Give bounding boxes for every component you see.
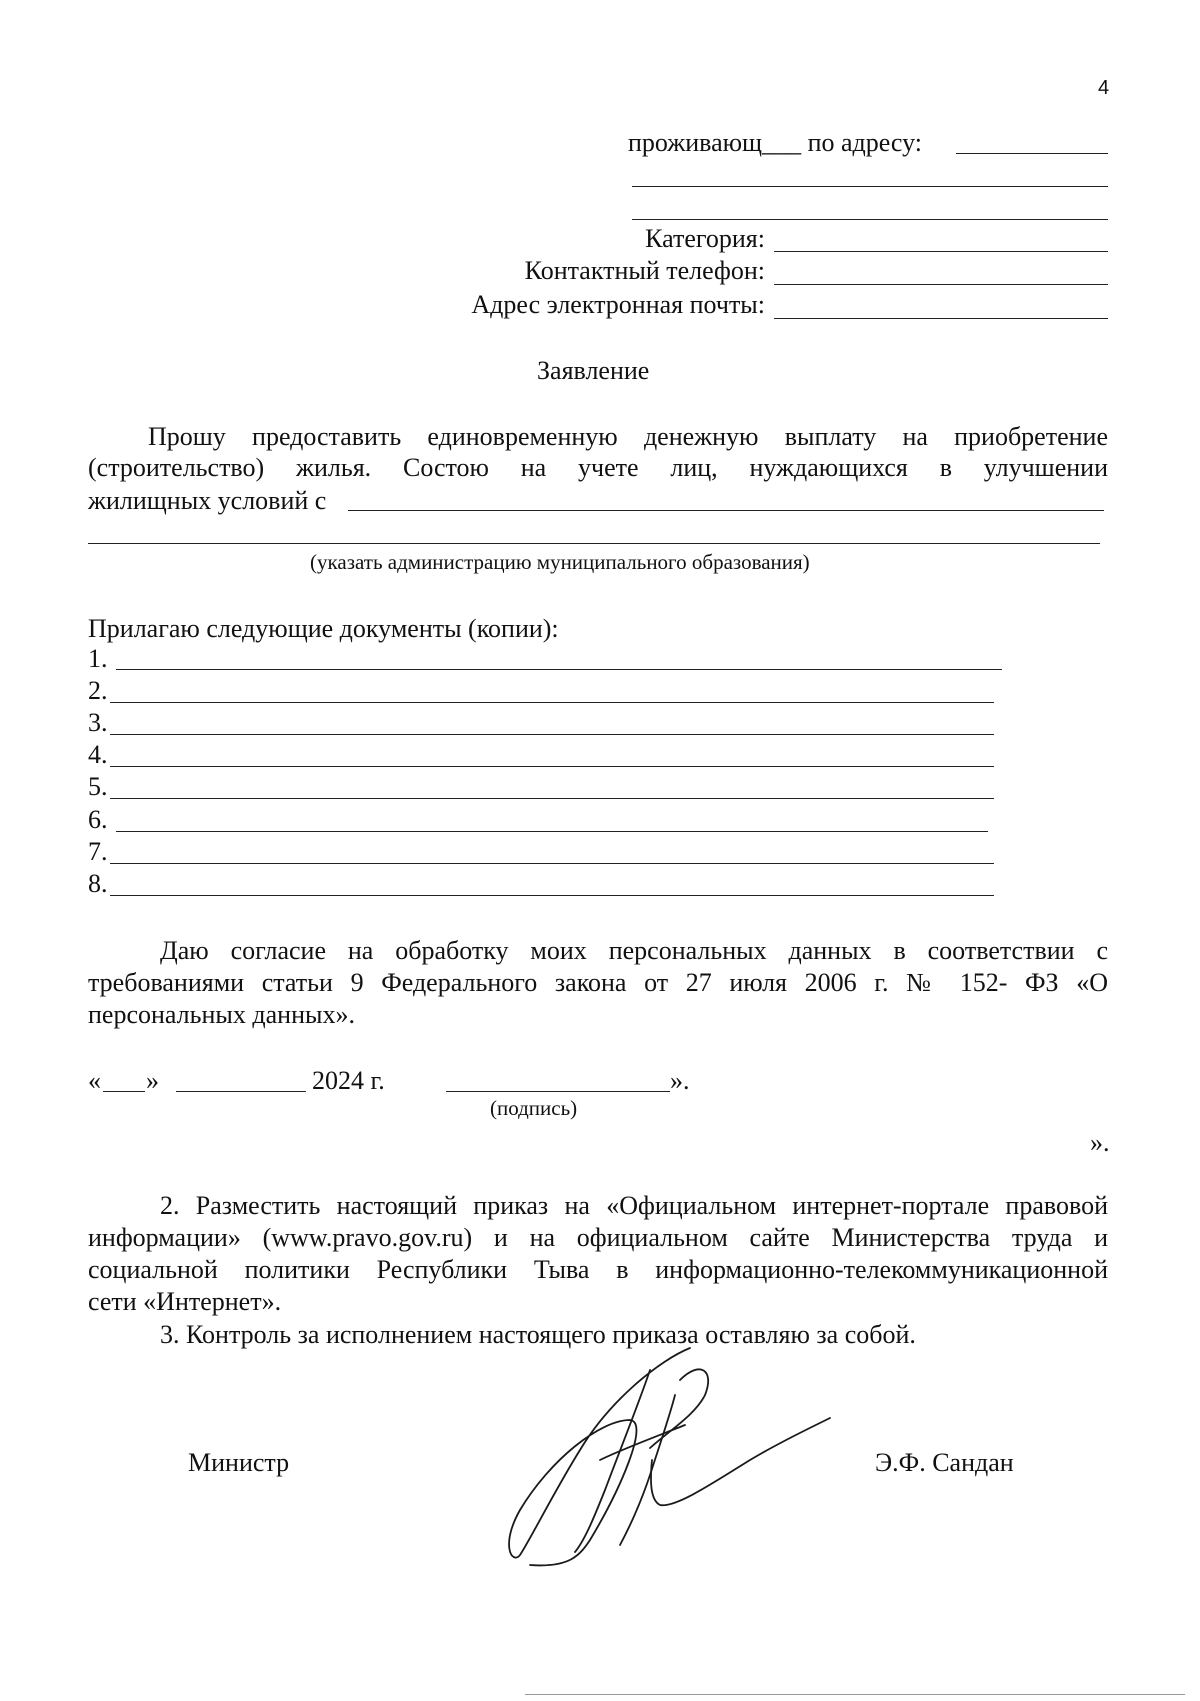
registration-date-field-line[interactable] <box>348 510 1104 511</box>
scan-edge-line <box>525 1694 1185 1695</box>
document-item-number: 6. <box>88 805 108 834</box>
document-item-line[interactable] <box>110 702 994 703</box>
handwritten-signature <box>500 1340 840 1570</box>
form-closing-quote: ». <box>1090 1128 1110 1157</box>
order-item-2-line-2: информации» (www.pravo.gov.ru) и на официальном сайте Министерства труда и <box>88 1223 1108 1252</box>
date-day-field-line[interactable] <box>103 1091 145 1092</box>
document-item-number: 2. <box>88 676 108 705</box>
document-item-number: 1. <box>88 644 108 673</box>
document-item-line[interactable] <box>110 895 994 896</box>
document-item-line[interactable] <box>116 669 1002 670</box>
address-field-line-2[interactable] <box>632 186 1108 187</box>
date-year: 2024 г. <box>312 1066 385 1095</box>
document-item-line[interactable] <box>110 798 994 799</box>
document-item-line[interactable] <box>110 863 994 864</box>
address-field-line-1[interactable] <box>956 153 1108 154</box>
signature-field-line[interactable] <box>446 1091 670 1092</box>
order-item-3: 3. Контроль за исполнением настоящего приказа оставляю за собой. <box>160 1320 916 1349</box>
residing-address-label: проживающ___ по адресу: <box>628 128 923 157</box>
signature-field-end: ». <box>670 1066 690 1095</box>
documents-heading: Прилагаю следующие документы (копии): <box>88 614 559 643</box>
order-item-2-line-1: 2. Разместить настоящий приказ на «Официальном интернет-портале правовой <box>160 1191 1108 1220</box>
signature-caption: (подпись) <box>490 1096 578 1120</box>
email-label: Адрес электронная почты: <box>471 290 765 319</box>
date-day-open-quote: « <box>88 1066 101 1095</box>
document-item-line[interactable] <box>110 734 994 735</box>
date-day-close-quote: » <box>146 1066 159 1095</box>
municipality-field-line[interactable] <box>88 543 1100 544</box>
document-item-number: 5. <box>88 772 108 801</box>
signatory-position: Министр <box>188 1448 290 1477</box>
document-item-line[interactable] <box>110 766 994 767</box>
statement-line-2: (строительство) жилья. Состою на учете лиц, нуждающихся в улучшении <box>88 453 1108 482</box>
address-field-line-3[interactable] <box>632 219 1108 220</box>
consent-line-1: Даю согласие на обработку моих персональных данных в соответствии с <box>160 936 1108 965</box>
statement-line-1: Прошу предоставить единовременную денежную выплату на приобретение <box>148 422 1108 451</box>
order-item-2-line-4: сети «Интернет». <box>88 1287 282 1316</box>
consent-line-2: требованиями статьи 9 Федерального закона от 27 июля 2006 г. № 152- ФЗ «О <box>88 968 1108 997</box>
statement-line-3: жилищных условий с <box>88 486 327 515</box>
document-item-number: 3. <box>88 708 108 737</box>
page-number: 4 <box>1098 77 1110 99</box>
document-item-number: 7. <box>88 837 108 866</box>
email-field-line[interactable] <box>774 318 1108 319</box>
order-item-2-line-3: социальной политики Республики Тыва в информационно-телекоммуникационной <box>88 1255 1108 1284</box>
document-item-number: 8. <box>88 869 108 898</box>
phone-label: Контактный телефон: <box>524 256 765 285</box>
category-label: Категория: <box>645 224 765 253</box>
date-month-field-line[interactable] <box>176 1091 306 1092</box>
signatory-name: Э.Ф. Сандан <box>875 1448 1014 1477</box>
consent-line-3: персональных данных». <box>88 1000 355 1029</box>
municipality-caption: (указать администрацию муниципального образования) <box>310 550 810 574</box>
document-item-number: 4. <box>88 740 108 769</box>
category-field-line[interactable] <box>774 251 1108 252</box>
statement-title: Заявление <box>537 356 650 385</box>
document-item-line[interactable] <box>116 831 988 832</box>
phone-field-line[interactable] <box>774 284 1108 285</box>
